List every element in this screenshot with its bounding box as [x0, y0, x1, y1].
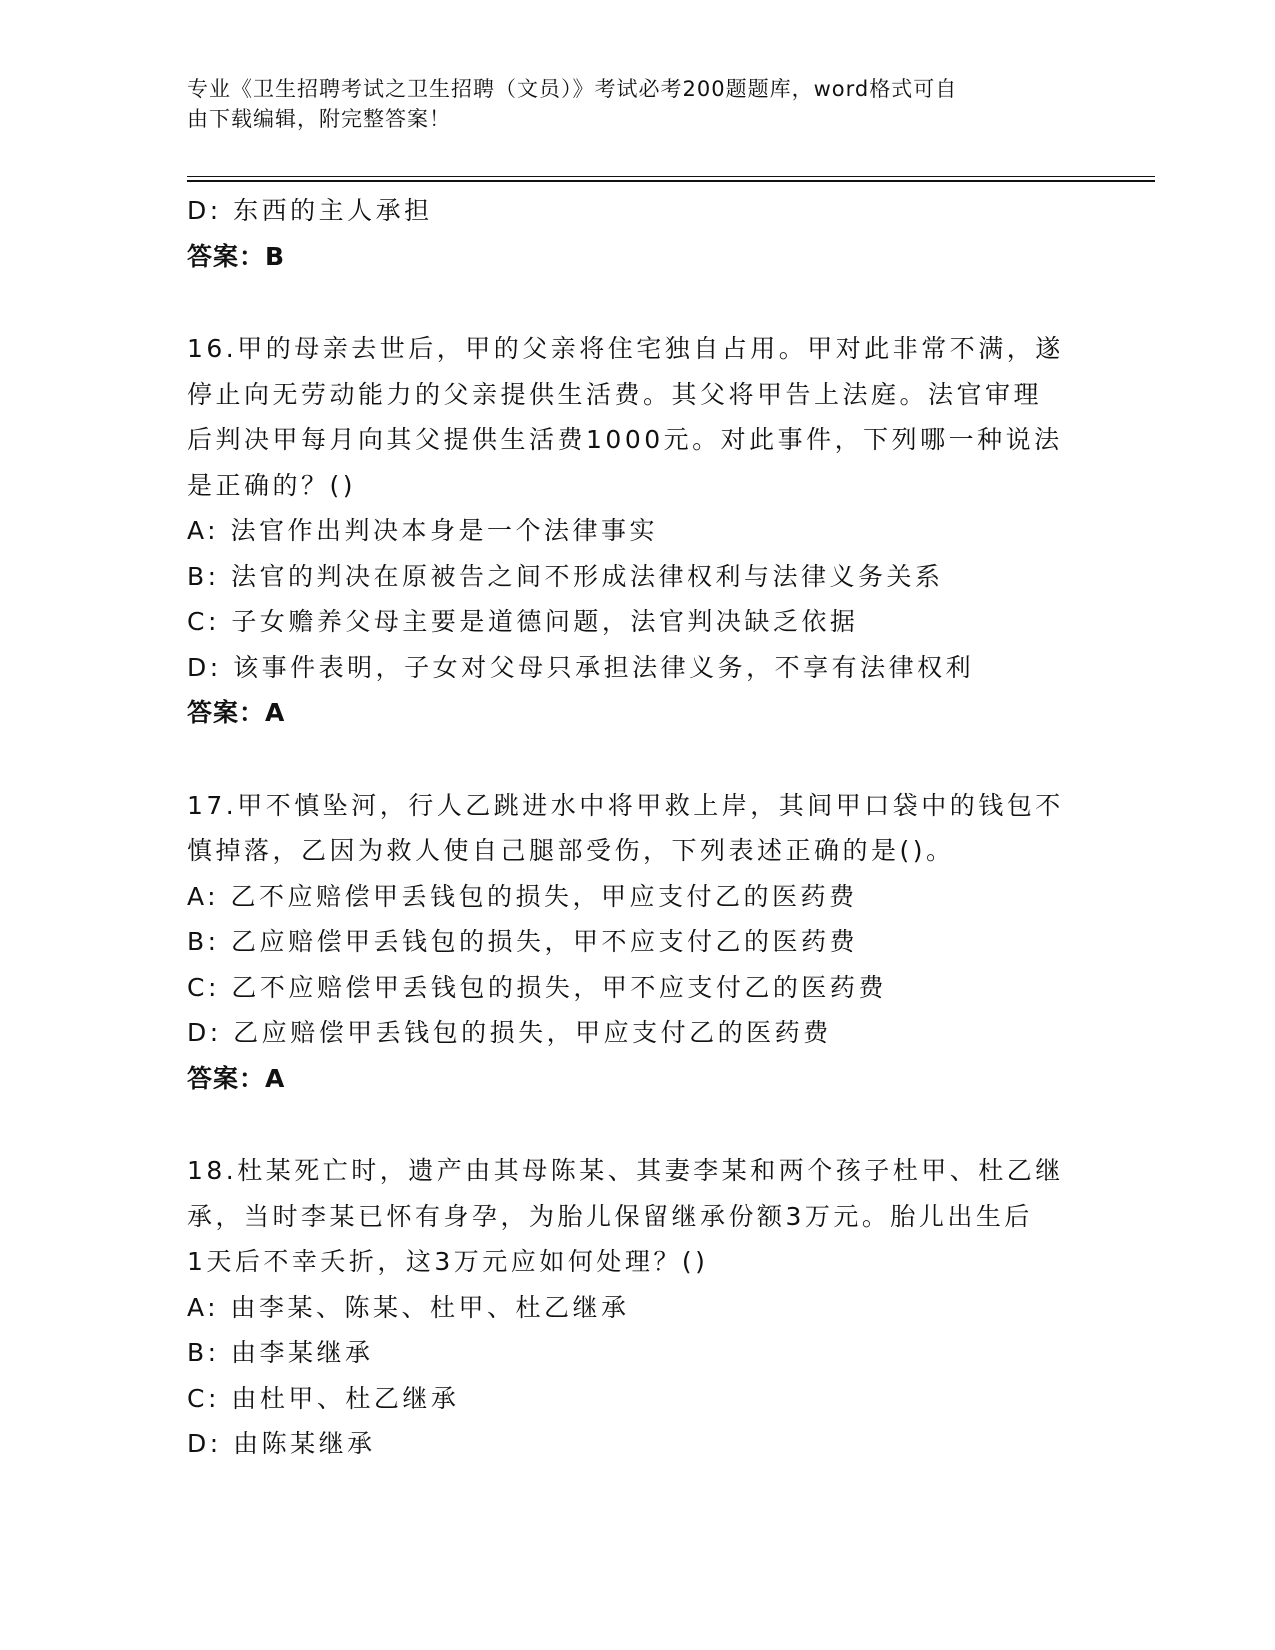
question-stem-line: 1天后不幸夭折，这3万元应如何处理？(): [187, 1247, 709, 1276]
option-b: B: 乙应赔偿甲丢钱包的损失，甲不应支付乙的医药费: [187, 927, 859, 956]
header-divider-thick: [187, 180, 1155, 182]
question-stem-line: 承，当时李某已怀有身孕，为胎儿保留继承份额3万元。胎儿出生后: [187, 1201, 1033, 1231]
question-stem-line: 停止向无劳动能力的父亲提供生活费。其父将甲告上法庭。法官审理: [187, 379, 1043, 409]
spacer: [187, 736, 1087, 783]
question-stem-line: 16.甲的母亲去世后，甲的父亲将住宅独自占用。甲对此非常不满，遂: [187, 334, 1064, 363]
question-stem-line: 慎掉落，乙因为救人使自己腿部受伤，下列表述正确的是()。: [187, 836, 955, 865]
option-a: A: 由李某、陈某、杜甲、杜乙继承: [187, 1292, 630, 1322]
option-c: C: 乙不应赔偿甲丢钱包的损失，甲不应支付乙的医药费: [187, 972, 887, 1002]
question-stem-line: 18.杜某死亡时，遗产由其母陈某、其妻李某和两个孩子杜甲、杜乙继: [187, 1156, 1064, 1185]
header-divider-thin: [187, 176, 1155, 177]
question-16: [187, 326, 1087, 736]
option-a: A: 乙不应赔偿甲丢钱包的损失，甲应支付乙的医药费: [187, 881, 858, 911]
answer: 答案：B: [187, 241, 286, 271]
option-a: A: 法官作出判决本身是一个法律事实: [187, 516, 659, 545]
option-d: D: 由陈某继承: [187, 1429, 376, 1458]
option-d: D: 该事件表明，子女对父母只承担法律义务，不享有法律权利: [187, 652, 975, 682]
option-b: B: 法官的判决在原被告之间不形成法律权利与法律义务关系: [187, 561, 944, 591]
question-stem-line: 后判决甲每月向其父提供生活费1000元。对此事件，下列哪一种说法: [187, 425, 1063, 454]
question-18: [187, 1148, 1087, 1467]
spacer: [187, 279, 1087, 326]
document-header: [187, 74, 1087, 134]
carryover-block: [187, 188, 1087, 279]
header-line-2: 由下载编辑，附完整答案！: [187, 107, 451, 131]
question-stem-line: 是正确的？(): [187, 470, 357, 500]
option-d: D: 乙应赔偿甲丢钱包的损失，甲应支付乙的医药费: [187, 1018, 832, 1047]
option-c: C: 由杜甲、杜乙继承: [187, 1383, 460, 1413]
answer: 答案：A: [187, 1063, 286, 1093]
option-b: B: 由李某继承: [187, 1338, 374, 1367]
question-stem-line: 17.甲不慎坠河，行人乙跳进水中将甲救上岸，其间甲口袋中的钱包不: [187, 790, 1064, 820]
question-list: [187, 188, 1087, 1467]
option-d: D: 东西的主人承担: [187, 196, 433, 225]
header-line-1: 专业《卫生招聘考试之卫生招聘（文员）》考试必考200题题库，word格式可自: [187, 77, 958, 101]
question-17: [187, 783, 1087, 1102]
spacer: [187, 1101, 1087, 1148]
answer: 答案：A: [187, 698, 286, 727]
option-c: C: 子女赡养父母主要是道德问题，法官判决缺乏依据: [187, 607, 859, 636]
